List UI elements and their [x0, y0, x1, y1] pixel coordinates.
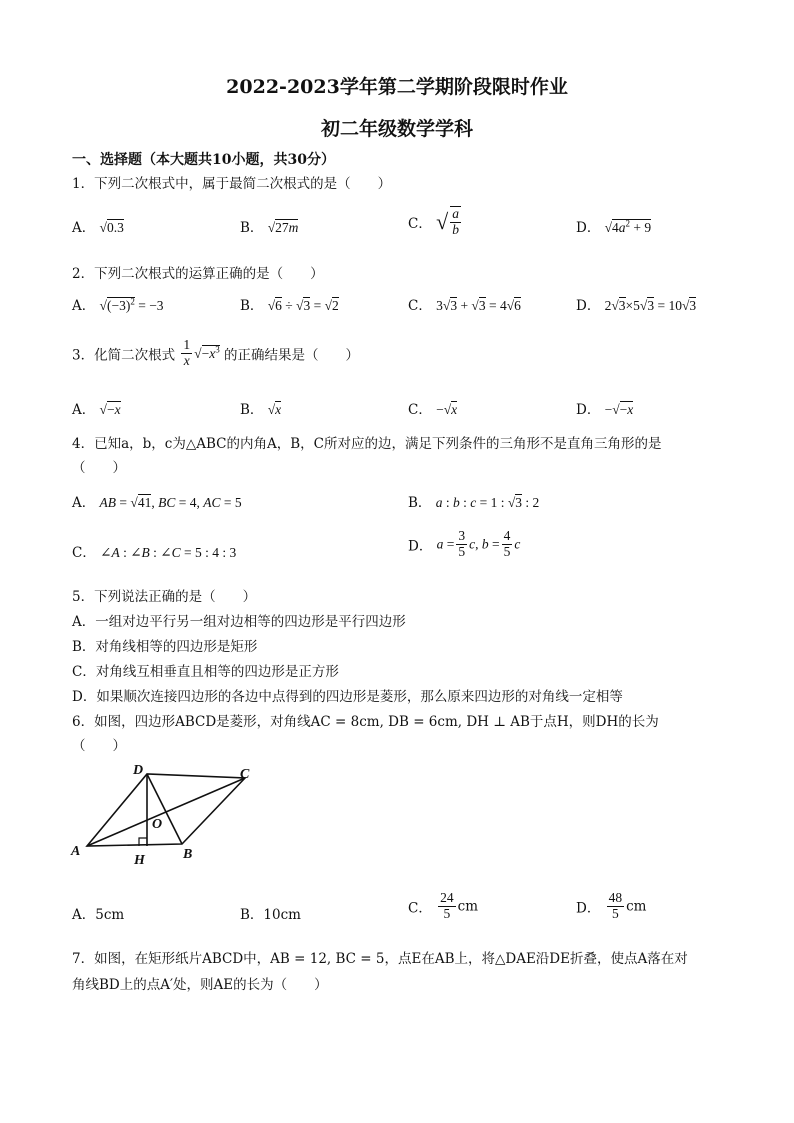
q4-option-b: B． a : b : c = 1 : √3 : 2	[408, 495, 540, 511]
diagonal-db	[147, 774, 182, 844]
q2-option-c: C． 3√3 + √3 = 4√6	[408, 298, 521, 314]
question-6-stem-cont: （ ）	[72, 738, 126, 754]
q4-option-d: D． a = $\frac{3}{5}$ c, b = $\frac{4}{5}$ c	[408, 528, 521, 559]
exam-subtitle: 初二年级数学学科	[320, 118, 473, 140]
q1-option-a: A． √0.3	[72, 220, 124, 236]
question-4-stem-cont: （ ）	[72, 460, 126, 476]
q5-option-b: B．对角线相等的四边形是矩形	[72, 639, 258, 655]
label-a: A	[71, 844, 81, 859]
question-7-stem-cont: 角线BD上的点A′处，则AE的长为（ ）	[72, 977, 328, 993]
q4-option-c: C． ∠A : ∠B : ∠C = 5 : 4 : 3	[72, 545, 237, 561]
question-5-stem: 5．下列说法正确的是（ ）	[72, 589, 257, 605]
question-2-stem: 2．下列二次根式的运算正确的是（ ）	[72, 266, 324, 282]
rhombus-figure	[66, 760, 266, 870]
label-c: C	[240, 767, 250, 782]
q3-option-b: B． √x	[240, 402, 282, 418]
label-o: O	[152, 817, 163, 832]
q6-option-c: C． $\frac{24}{5}$ cm	[408, 890, 479, 921]
q5-option-a: A．一组对边平行另一组对边相等的四边形是平行四边形	[72, 614, 406, 630]
q1-option-b: B． √27m	[240, 220, 299, 236]
q3-option-a: A． √−x	[72, 402, 121, 418]
q3-option-c: C． −√x	[408, 402, 458, 418]
q2-option-b: B． √6 ÷ √3 = √2	[240, 298, 339, 314]
q2-option-d: D． 2√3×5√3 = 10√3	[576, 298, 697, 314]
section-heading: 一、选择题（本大题共10小题，共30分）	[72, 152, 335, 168]
question-3-stem: 3．化简二次根式 $\frac{1}{x}$ $√-x^3$ 的正确结果是（ ）	[72, 337, 359, 368]
question-6-stem: 6．如图，四边形ABCD是菱形，对角线AC = 8cm, DB = 6cm, DH ⊥ AB于点H，则DH的长为	[72, 714, 659, 730]
q6-option-d: D． $\frac{48}{5}$ cm	[576, 890, 647, 921]
q3-option-d: D． −√−x	[576, 402, 634, 418]
exam-title: 2022-2023学年第二学期阶段限时作业	[226, 76, 568, 98]
q5-option-d: D．如果顺次连接四边形的各边中点得到的四边形是菱形，那么原来四边形的对角线一定相等	[72, 689, 623, 705]
question-7-stem: 7．如图，在矩形纸片ABCD中，AB = 12, BC = 5，点E在AB上，将△DAE沿DE折叠，使点A落在对	[72, 951, 688, 967]
question-4-stem: 4．已知a，b，c为△ABC的内角A，B，C所对应的边，满足下列条件的三角形不是直角三角形的是	[72, 436, 662, 452]
q1-option-c: C． √ $\frac{a}{b}$	[408, 206, 459, 237]
q1-option-d: D． $√4a^2 + 9$	[576, 218, 652, 236]
question-1-stem: 1．下列二次根式中，属于最简二次根式的是（ ）	[72, 176, 392, 192]
q6-option-a: A．5cm	[72, 907, 125, 923]
q4-option-a: A． AB = √41, BC = 4, AC = 5	[72, 495, 242, 511]
label-b: B	[183, 847, 193, 862]
q5-option-c: C．对角线互相垂直且相等的四边形是正方形	[72, 664, 339, 680]
label-h: H	[134, 853, 145, 868]
label-d: D	[133, 763, 144, 778]
q2-option-a: A． $√(-3)^2 = -3$	[72, 296, 164, 314]
q6-option-b: B．10cm	[240, 907, 301, 923]
